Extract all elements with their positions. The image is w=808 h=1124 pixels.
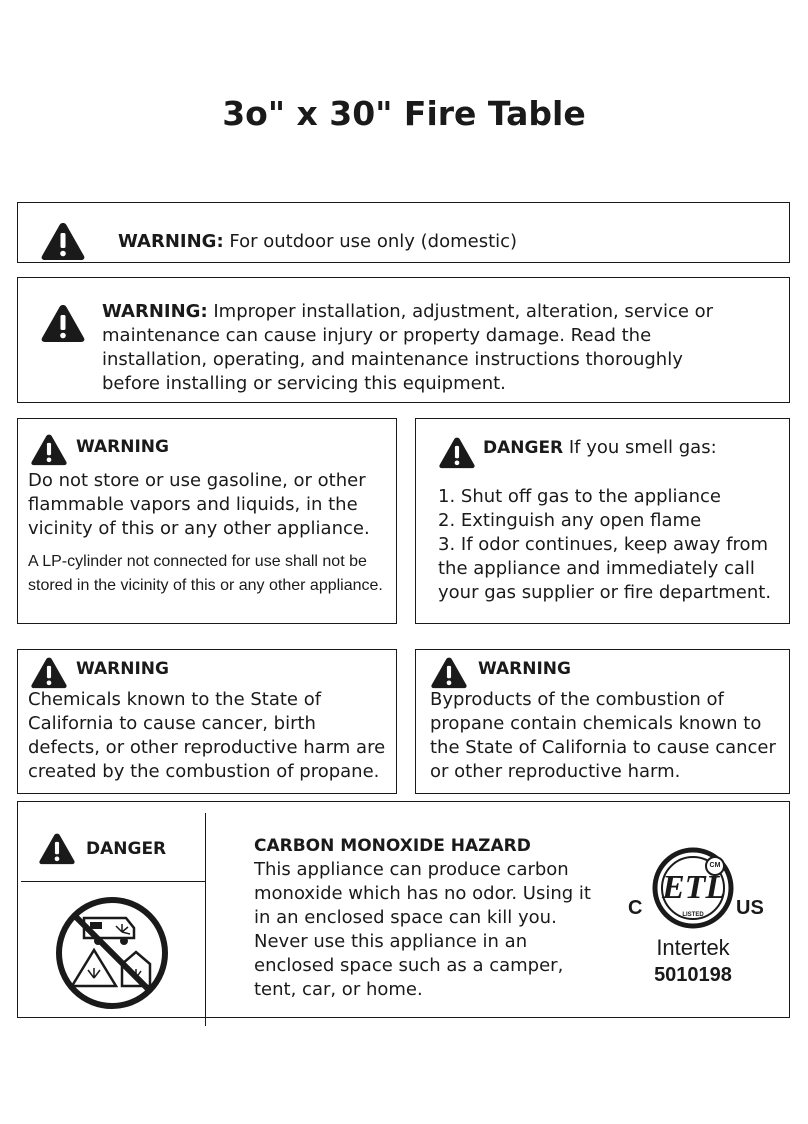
danger-smell-gas-heading: DANGER If you smell gas: xyxy=(483,437,717,458)
certification-block xyxy=(618,838,768,988)
etl-mark: ETL xyxy=(662,869,727,906)
danger-step: 2. Extinguish any open flame xyxy=(438,510,702,531)
danger-label: DANGER xyxy=(86,839,167,859)
warning-outdoor-box xyxy=(17,202,790,263)
divider xyxy=(21,881,206,882)
danger-steps-list xyxy=(438,485,783,605)
warning-heading: WARNING xyxy=(76,659,169,679)
warning-byproducts-text: Byproducts of the combustion of propane contain chemicals known to the State of California to cause cancer or other reproductive harm. xyxy=(430,689,776,782)
danger-step: 3. If odor continues, keep away from the appliance and immediately call your gas supplier or fire department. xyxy=(438,534,772,603)
lp-cylinder-note: A LP-cylinder not connected for use shall not be stored in the vicinity of this or any other appliance. xyxy=(28,553,383,594)
warning-chemicals-box xyxy=(17,649,397,794)
warning-gasoline-text: Do not store or use gasoline, or other flammable vapors and liquids, in the vicinity of this or any other appliance. xyxy=(28,470,370,539)
warning-triangle-icon xyxy=(438,436,476,469)
listed-label: LISTED xyxy=(682,912,704,918)
warning-installation-box xyxy=(17,277,790,403)
carbon-monoxide-text: This appliance can produce carbon monoxide which has no odor. Using it in an enclosed space can kill you. Never use this appliance in an enclosed space such as a camper, tent, car, or home. xyxy=(254,859,591,1000)
carbon-monoxide-heading: CARBON MONOXIDE HAZARD xyxy=(254,836,531,856)
no-camper-tent-icon xyxy=(50,894,174,1012)
danger-carbon-monoxide-box xyxy=(17,801,790,1018)
warning-outdoor-text: WARNING: For outdoor use only (domestic) xyxy=(118,231,518,252)
warning-heading: WARNING xyxy=(478,659,571,679)
warning-triangle-icon xyxy=(30,656,68,689)
warning-installation-text: WARNING: Improper installation, adjustment, alteration, service or maintenance can cause injury or property damage. Read the installation, operating, and maintenance instructions thoroughly before installing or servicing this equipment. xyxy=(102,301,714,394)
warning-triangle-icon xyxy=(38,832,76,865)
warning-triangle-icon xyxy=(30,433,68,466)
danger-smell-gas-box xyxy=(415,418,790,624)
warning-heading: WARNING xyxy=(76,437,169,457)
certification-number: 5010198 xyxy=(654,964,732,986)
page-title: 3o" x 30" Fire Table xyxy=(222,94,586,133)
warning-chemicals-text: Chemicals known to the State of California to cause cancer, birth defects, or other reproductive harm are created by the combustion of propane. xyxy=(28,689,386,782)
cm-mark: CM xyxy=(709,862,721,869)
warning-triangle-icon xyxy=(40,303,86,343)
warning-triangle-icon xyxy=(430,656,468,689)
danger-step: 1. Shut off gas to the appliance xyxy=(438,486,721,507)
us-mark: US xyxy=(736,897,764,919)
warning-byproducts-box xyxy=(415,649,790,794)
warning-gasoline-box xyxy=(17,418,397,624)
intertek-label: Intertek xyxy=(656,935,730,960)
c-mark: C xyxy=(628,897,643,919)
warning-triangle-icon xyxy=(40,221,86,261)
vertical-divider xyxy=(205,813,206,1026)
